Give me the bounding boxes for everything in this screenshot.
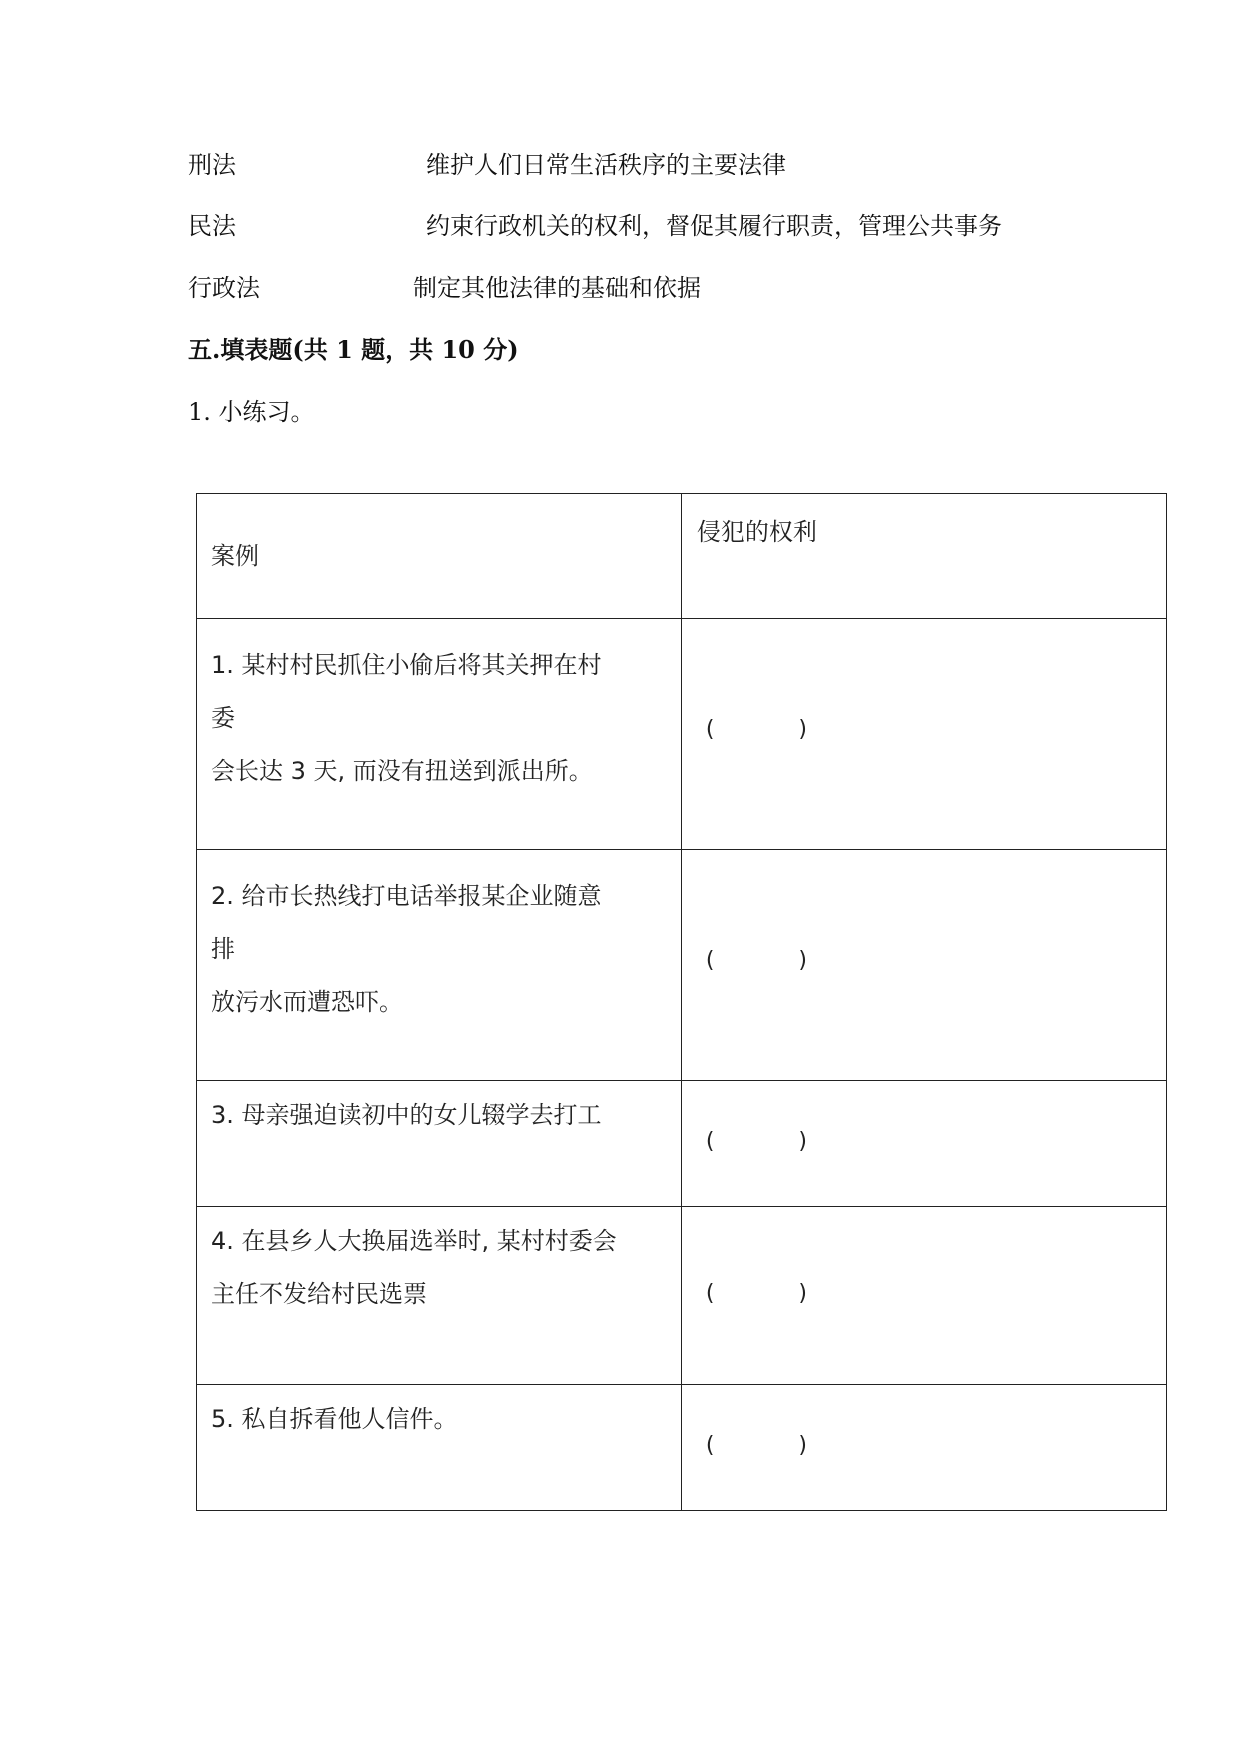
law-name: 民法 [188,212,236,240]
table-row [197,1385,1167,1511]
case-line: 会长达 3 天, 而没有扭送到派出所。 [211,757,593,785]
question-text: 1. 小练习。 [188,398,315,426]
table-row [197,850,1167,1081]
case-line: 排 [211,935,235,963]
matching-row [188,268,1088,308]
case-line: 2. 给市长热线打电话举报某企业随意 [211,882,602,910]
exercise-table [196,493,1167,1511]
header-cell-violated-right [681,494,1166,619]
case-line: 1. 某村村民抓住小偷后将其关押在村 [211,651,602,679]
matching-row [188,206,1088,246]
case-line: 放污水而遭恐吓。 [211,988,403,1016]
answer-blank[interactable]: ( ) [705,948,807,973]
matching-row [188,145,1088,185]
answer-cell[interactable] [681,619,1166,850]
law-description: 约束行政机关的权利，督促其履行职责，管理公共事务 [426,212,1002,240]
case-line: 4. 在县乡人大换届选举时, 某村村委会 [211,1227,617,1255]
case-cell [197,1081,682,1207]
law-name: 刑法 [188,151,236,179]
section-title: 五.填表题(共 1 题，共 10 分) [188,335,519,364]
table-row [197,1081,1167,1207]
case-cell [197,619,682,850]
header-cell-case [197,494,682,619]
law-description: 制定其他法律的基础和依据 [413,274,701,302]
law-name: 行政法 [188,274,260,302]
answer-cell[interactable] [681,1207,1166,1385]
answer-cell[interactable] [681,850,1166,1081]
answer-cell[interactable] [681,1081,1166,1207]
case-cell [197,1385,682,1511]
answer-cell[interactable] [681,1385,1166,1511]
answer-blank[interactable]: ( ) [705,717,807,742]
answer-blank[interactable]: ( ) [705,1433,807,1458]
law-description: 维护人们日常生活秩序的主要法律 [426,151,786,179]
table-header-row [197,494,1167,619]
case-line: 主任不发给村民选票 [211,1280,427,1308]
case-cell [197,850,682,1081]
table-row [197,1207,1167,1385]
header-violated-right-label: 侵犯的权利 [696,518,817,546]
case-line: 5. 私自拆看他人信件。 [211,1405,458,1433]
answer-blank[interactable]: ( ) [705,1129,807,1154]
case-line: 委 [211,704,235,732]
header-case-label: 案例 [211,542,259,570]
table-row [197,619,1167,850]
answer-blank[interactable]: ( ) [705,1281,807,1306]
case-line: 3. 母亲强迫读初中的女儿辍学去打工 [211,1101,602,1129]
case-cell [197,1207,682,1385]
